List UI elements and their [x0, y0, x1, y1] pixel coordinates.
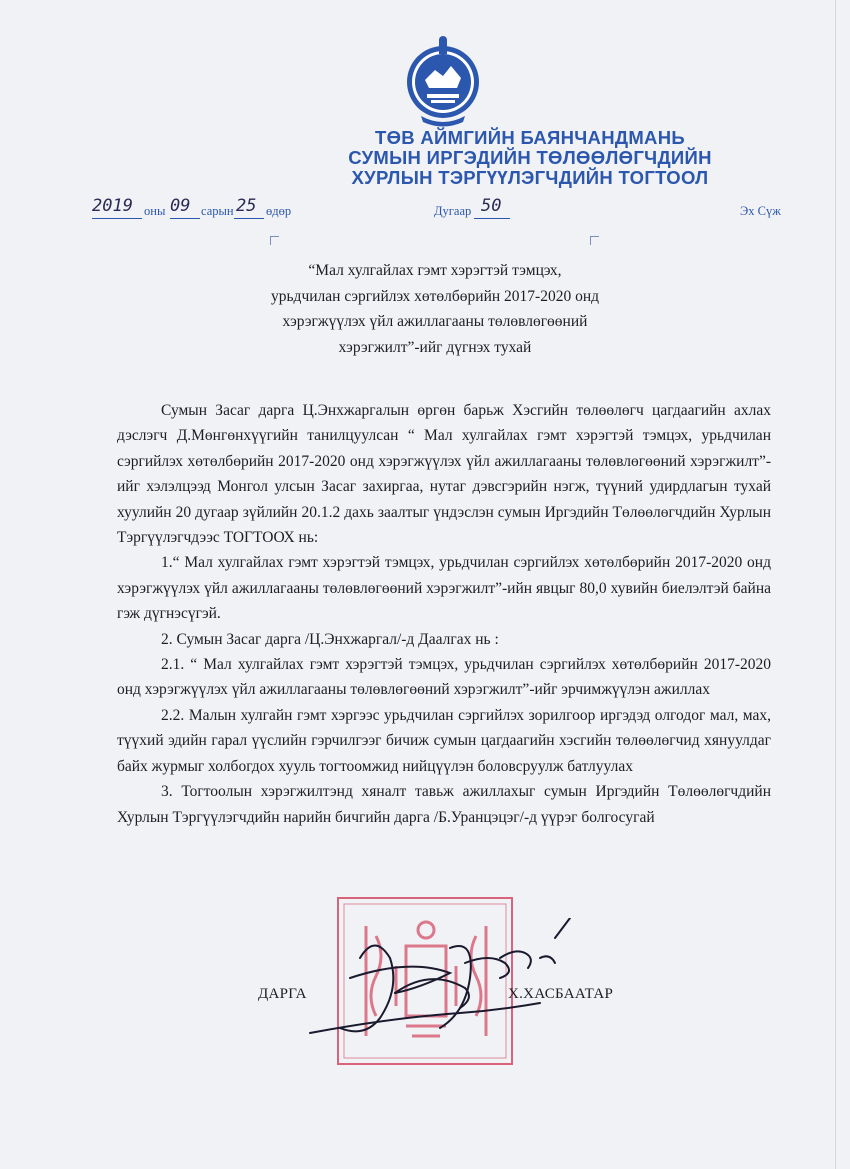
paragraph-item-2-1: 2.1. “ Мал хулгайлах гэмт хэрэгтэй тэмцэх, урьдчилан сэргийлэх хөтөлбөрийн 2017-2020 онд хэрэгжүүлэх үйл ажиллагааны төлөвлөгөөний хэрэгжилт”-ийг эрчимжүүлэн ажиллах — [117, 656, 771, 699]
paragraph-item-3: 3. Тогтоолын хэрэгжилтэнд хяналт тавьж ажиллахыг сумын Иргэдийн Төлөөлөгчдийн Хурлын Тэргүүлэгчдийн нарийн бичгийн дарга /Б.Уранцэцэг/-д үүрэг болгосугай — [117, 783, 771, 826]
date-year: 2019 — [92, 196, 133, 216]
document-body — [117, 398, 771, 830]
year-suffix: оны — [144, 204, 166, 218]
document-title — [200, 258, 670, 360]
title-line-2: урьдчилан сэргийлэх хөтөлбөрийн 2017-2020 онд — [270, 287, 600, 305]
date-day: 25 — [236, 196, 257, 216]
paragraph-item-2: 2. Сумын Засаг дарга /Ц.Энхжаргал/-д Даалгах нь : — [161, 630, 499, 648]
year-underline — [92, 218, 142, 219]
month-underline — [170, 218, 200, 219]
date-month: 09 — [170, 196, 191, 216]
header-line-1: ТӨВ АЙМГИЙН БАЯНЧАНДМАНЬ — [375, 127, 685, 148]
state-emblem-icon — [405, 36, 481, 128]
paragraph-preamble: Сумын Засаг дарга Ц.Энхжаргалын өргөн барьж Хэсгийн төлөөлөгч цагдаагийн ахлах дэслэгч Д.Мөнгөнхүүгийн танилцуулсан “ Мал хулгайлах гэмт хэрэгтэй тэмцэх, урьдчилан сэргийлэх хөтөлбөрийн 2017-2020 онд хэрэгжүүлэх үйл ажиллагааны төлөвлөгөөний хэрэгжилт”-ийг хэлэлцээд Монгол улсын Засаг захиргаа, нутаг дэвсгэрийн нэгж, түүний удирдлагын тухай хуулийн 20 дугаар зүйлийн 20.1.2 дахь заалтыг үндэслэн сумын Иргэдийн Төлөөлөгчдийн Хурлын Тэргүүлэгчдээс ТОГТООХ нь: — [117, 402, 771, 547]
paragraph-item-1: 1.“ Мал хулгайлах гэмт хэрэгтэй тэмцэх, урьдчилан сэргийлэх хөтөлбөрийн 2017-2020 онд хэрэгжүүлэх үйл ажиллагааны төлөвлөгөөний хэрэгжилт”-ийн явцыг 80,0 хувийн биелэлтэй байна гэж дүгнэсүгэй. — [117, 554, 771, 623]
number-label: Дугаар — [434, 204, 472, 218]
header-line-2: СУМЫН ИРГЭДИЙН ТӨЛӨӨЛӨГЧДИЙН — [348, 147, 712, 168]
header-line-3: ХУРЛЫН ТЭРГҮҮЛЭГЧДИЙН ТОГТООЛ — [351, 167, 709, 188]
document-number: 50 — [481, 196, 502, 216]
title-line-3: хэрэгжүүлэх үйл ажиллагааны төлөвлөгөөний — [282, 313, 588, 330]
document-header — [200, 128, 850, 188]
date-number-line — [0, 196, 850, 226]
day-suffix: өдөр — [266, 204, 292, 218]
number-underline — [474, 218, 510, 219]
day-underline — [234, 218, 264, 219]
paragraph-item-2-2: 2.2. Малын хулгайн гэмт хэргээс урьдчилан сэргийлэх зорилгоор иргэдэд олгодог мал, мах, түүхий эдийн гарал үүслийн гэрчилгээг бичиж сумын цагдаагийн хэсгийн төлөөлөгчид хянуулдаг байх журмыг холбогдох хууль тогтоомжид нийцүүлэн боловсруулж батлуулах — [117, 706, 771, 775]
corner-mark-left — [270, 236, 279, 245]
month-suffix: сарын — [201, 204, 234, 218]
corner-mark-right — [590, 236, 599, 245]
title-line-4: хэрэгжилт”-ийг дүгнэх тухай — [338, 338, 532, 356]
handwritten-signature — [300, 918, 590, 1048]
signatory-name: Х.ХАСБААТАР — [508, 986, 614, 1002]
place-name: Эх Сүж — [740, 204, 781, 218]
title-line-1: “Мал хулгайлах гэмт хэрэгтэй тэмцэх, — [308, 262, 562, 279]
signatory-title: ДАРГА — [258, 986, 307, 1002]
